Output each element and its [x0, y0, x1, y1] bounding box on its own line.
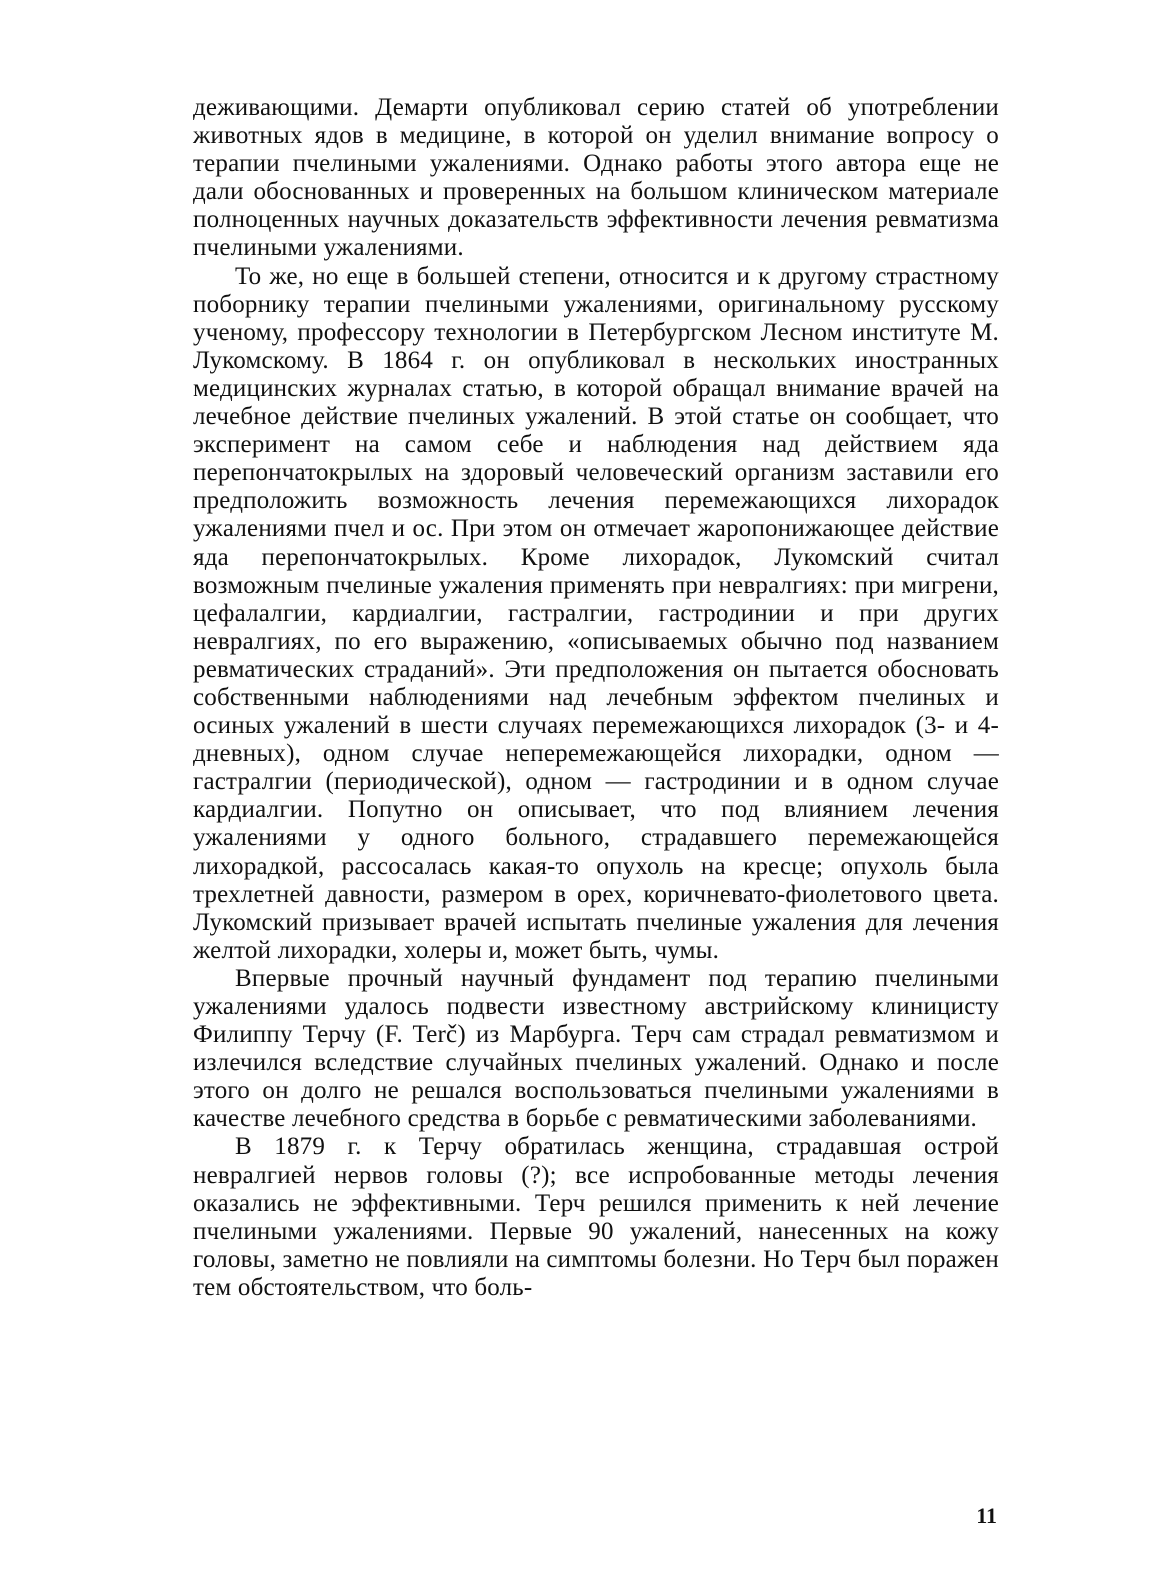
- body-text: [193, 94, 999, 1302]
- page-number: 11: [976, 1503, 997, 1528]
- paragraph-continuation: деживающими. Демарти опубликовал серию статей об употреблении животных ядов в медицине, в которой он уделил внимание вопросу о терапии пчелиными ужалениями. Однако работы этого автора еще не дали обоснованных и проверенных на большом клиническом материале полноценных научных доказательств эффективности лечения ревматизма пчелиными ужалениями.: [193, 94, 999, 262]
- paragraph-terch-intro: Впервые прочный научный фундамент под терапию пчелиными ужалениями удалось подвести известному австрийскому клиницисту Филиппу Терчу (F. Terč) из Марбурга. Терч сам страдал ревматизмом и излечился вследствие случайных пчелиных ужалений. Однако и после этого он долго не решался воспользоваться пчелиными ужалениями в качестве лечебного средства в борьбе с ревматическими заболеваниями.: [193, 964, 999, 1133]
- paragraph-terch-1879: В 1879 г. к Терчу обратилась женщина, страдавшая острой невралгией нервов головы (?); все испробованные методы лечения оказались не эффективными. Терч решился применить к ней лечение пчелиными ужалениями. Первые 90 ужалений, нанесенных на кожу головы, заметно не повлияли на симптомы болезни. Но Терч был поражен тем обстоятельством, что боль-: [193, 1133, 999, 1301]
- paragraph-lukomsky: То же, но еще в большей степени, относится и к другому страстному поборнику терапии пчелиными ужалениями, оригинальному русскому ученому, профессору технологии в Петербургском Лесном институте М. Лукомскому. В 1864 г. он опубликовал в нескольких иностранных медицинских журналах статью, в которой обращал внимание врачей на лечебное действие пчелиных ужалений. В этой статье он сообщает, что эксперимент на самом себе и наблюдения над действием яда перепончатокрылых на здоровый человеческий организм заставили его предположить возможность лечения перемежающихся лихорадок ужалениями пчел и ос. При этом он отмечает жаропонижающее действие яда перепончатокрылых. Кроме лихорадок, Лукомский считал возможным пчелиные ужаления применять при невралгиях: при мигрени, цефалалгии, кардиалгии, гастралгии, гастродинии и при других невралгиях, по его выражению, «описываемых обычно под названием ревматических страданий». Эти предположения он пытается обосновать собственными наблюдениями над лечебным эффектом пчелиных и осиных ужалений в шести случаях перемежающихся лихорадок (3- и 4-дневных), одном случае неперемежающейся лихорадки, одном — гастралгии (периодической), одном — гастродинии и в одном случае кардиалгии. Попутно он описывает, что под влиянием лечения ужалениями у одного больного, страдавшего перемежающейся лихорадкой, рассосалась какая-то опухоль на кресце; опухоль была трехлетней давности, размером в орех, коричневато-фиолетового цвета. Лукомский призывает врачей испытать пчелиные ужаления для лечения желтой лихорадки, холеры и, может быть, чумы.: [193, 262, 999, 964]
